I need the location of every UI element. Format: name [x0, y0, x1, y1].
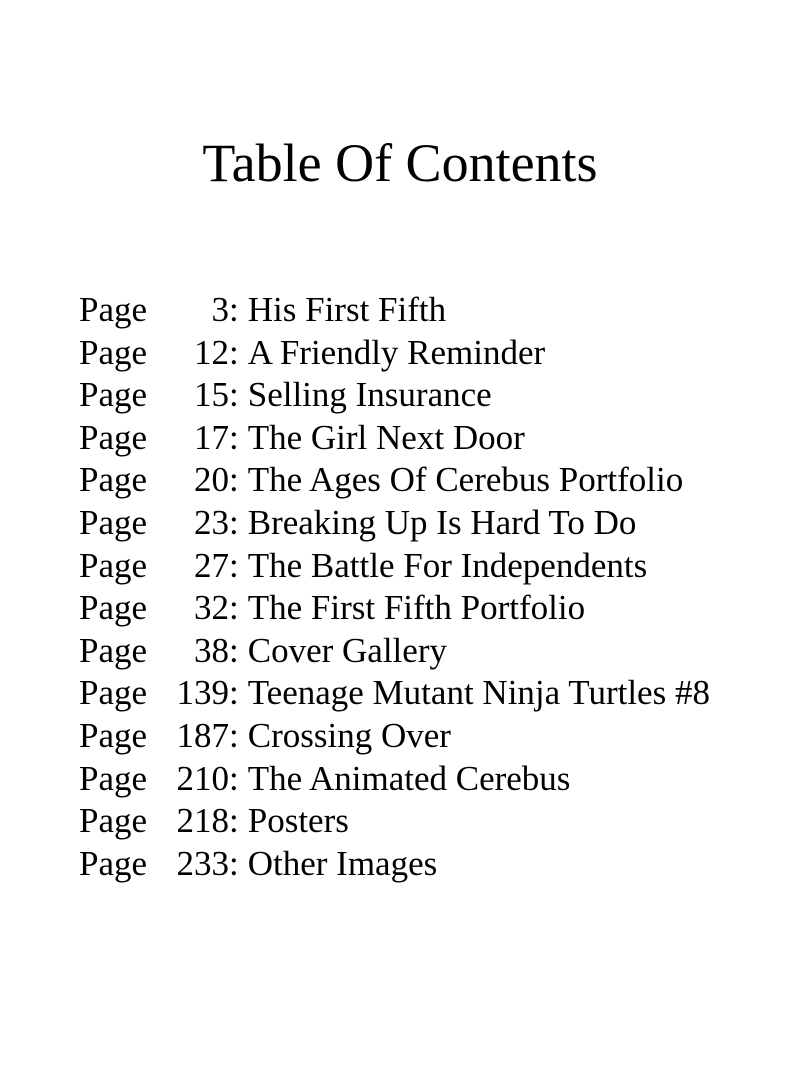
toc-separator: :: [229, 801, 239, 841]
toc-separator: :: [229, 843, 239, 883]
toc-entry-title: Cover Gallery: [247, 630, 447, 670]
toc-entry: [79, 715, 710, 758]
toc-page-number: 15: [194, 375, 229, 415]
toc-entry: [79, 374, 710, 417]
toc-separator: :: [229, 715, 239, 755]
toc-separator: :: [229, 630, 239, 670]
toc-page-number: 27: [194, 545, 229, 585]
toc-entry-title: Selling Insurance: [247, 375, 492, 415]
toc-page-label: Page: [79, 545, 148, 585]
toc-entry: [79, 800, 710, 843]
toc-entry: [79, 417, 710, 460]
toc-entry-title: The Battle For Independents: [247, 545, 648, 585]
toc-page-number: 139: [176, 673, 229, 713]
toc-entry: [79, 502, 710, 545]
toc-page-number: 12: [194, 332, 229, 372]
toc-page-label: Page: [79, 460, 148, 500]
toc-page-number: 3: [211, 290, 229, 329]
toc-entry: [79, 587, 710, 630]
toc-entry-title: The First Fifth Portfolio: [247, 588, 586, 628]
toc-separator: :: [229, 502, 239, 542]
toc-page-label: Page: [79, 502, 148, 542]
toc-page-label: Page: [79, 588, 148, 628]
toc-separator: :: [229, 417, 239, 457]
toc-entry: [79, 289, 710, 332]
toc-entry: [79, 459, 710, 502]
toc-entry: [79, 758, 710, 801]
toc-page-number: 210: [176, 758, 229, 798]
toc-page-label: Page: [79, 630, 148, 670]
toc-page-number: 187: [176, 715, 229, 755]
toc-entry: [79, 545, 710, 588]
toc-entry-title: A Friendly Reminder: [247, 332, 546, 372]
toc-entry-title: Other Images: [247, 843, 438, 883]
toc-entry-title: His First Fifth: [247, 290, 447, 329]
toc-page-number: 233: [176, 843, 229, 883]
toc-entry-title: The Ages Of Cerebus Portfolio: [247, 460, 684, 500]
toc-separator: :: [229, 673, 239, 713]
toc-page-label: Page: [79, 758, 148, 798]
toc-page-number: 218: [176, 801, 229, 841]
toc-page-number: 32: [194, 588, 229, 628]
toc-entry-title: The Girl Next Door: [247, 417, 525, 457]
toc-page-number: 20: [194, 460, 229, 500]
toc-page-label: Page: [79, 332, 148, 372]
toc-entry-title: Breaking Up Is Hard To Do: [247, 502, 637, 542]
toc-separator: :: [229, 460, 239, 500]
toc-page-label: Page: [79, 673, 148, 713]
toc-page-label: Page: [79, 417, 148, 457]
toc-separator: :: [229, 332, 239, 372]
toc-entry-title: The Animated Cerebus: [247, 758, 571, 798]
toc-entry: [79, 843, 710, 886]
toc-entry-title: Posters: [247, 801, 349, 841]
toc-page-label: Page: [79, 801, 148, 841]
toc-entry: [79, 332, 710, 375]
toc-entry-title: Teenage Mutant Ninja Turtles #8: [247, 673, 710, 713]
page-title: Table Of Contents: [202, 133, 598, 193]
toc-page-number: 23: [194, 502, 229, 542]
toc-page-label: Page: [79, 290, 148, 329]
toc-entry-title: Crossing Over: [247, 715, 451, 755]
toc-separator: :: [229, 290, 239, 329]
toc-list: [79, 289, 710, 885]
toc-page-label: Page: [79, 715, 148, 755]
toc-entry: [79, 672, 710, 715]
toc-separator: :: [229, 545, 239, 585]
toc-page-label: Page: [79, 843, 148, 883]
toc-separator: :: [229, 758, 239, 798]
toc-entry: [79, 630, 710, 673]
toc-page-label: Page: [79, 375, 148, 415]
toc-separator: :: [229, 588, 239, 628]
toc-separator: :: [229, 375, 239, 415]
toc-page-number: 17: [194, 417, 229, 457]
toc-page-number: 38: [194, 630, 229, 670]
